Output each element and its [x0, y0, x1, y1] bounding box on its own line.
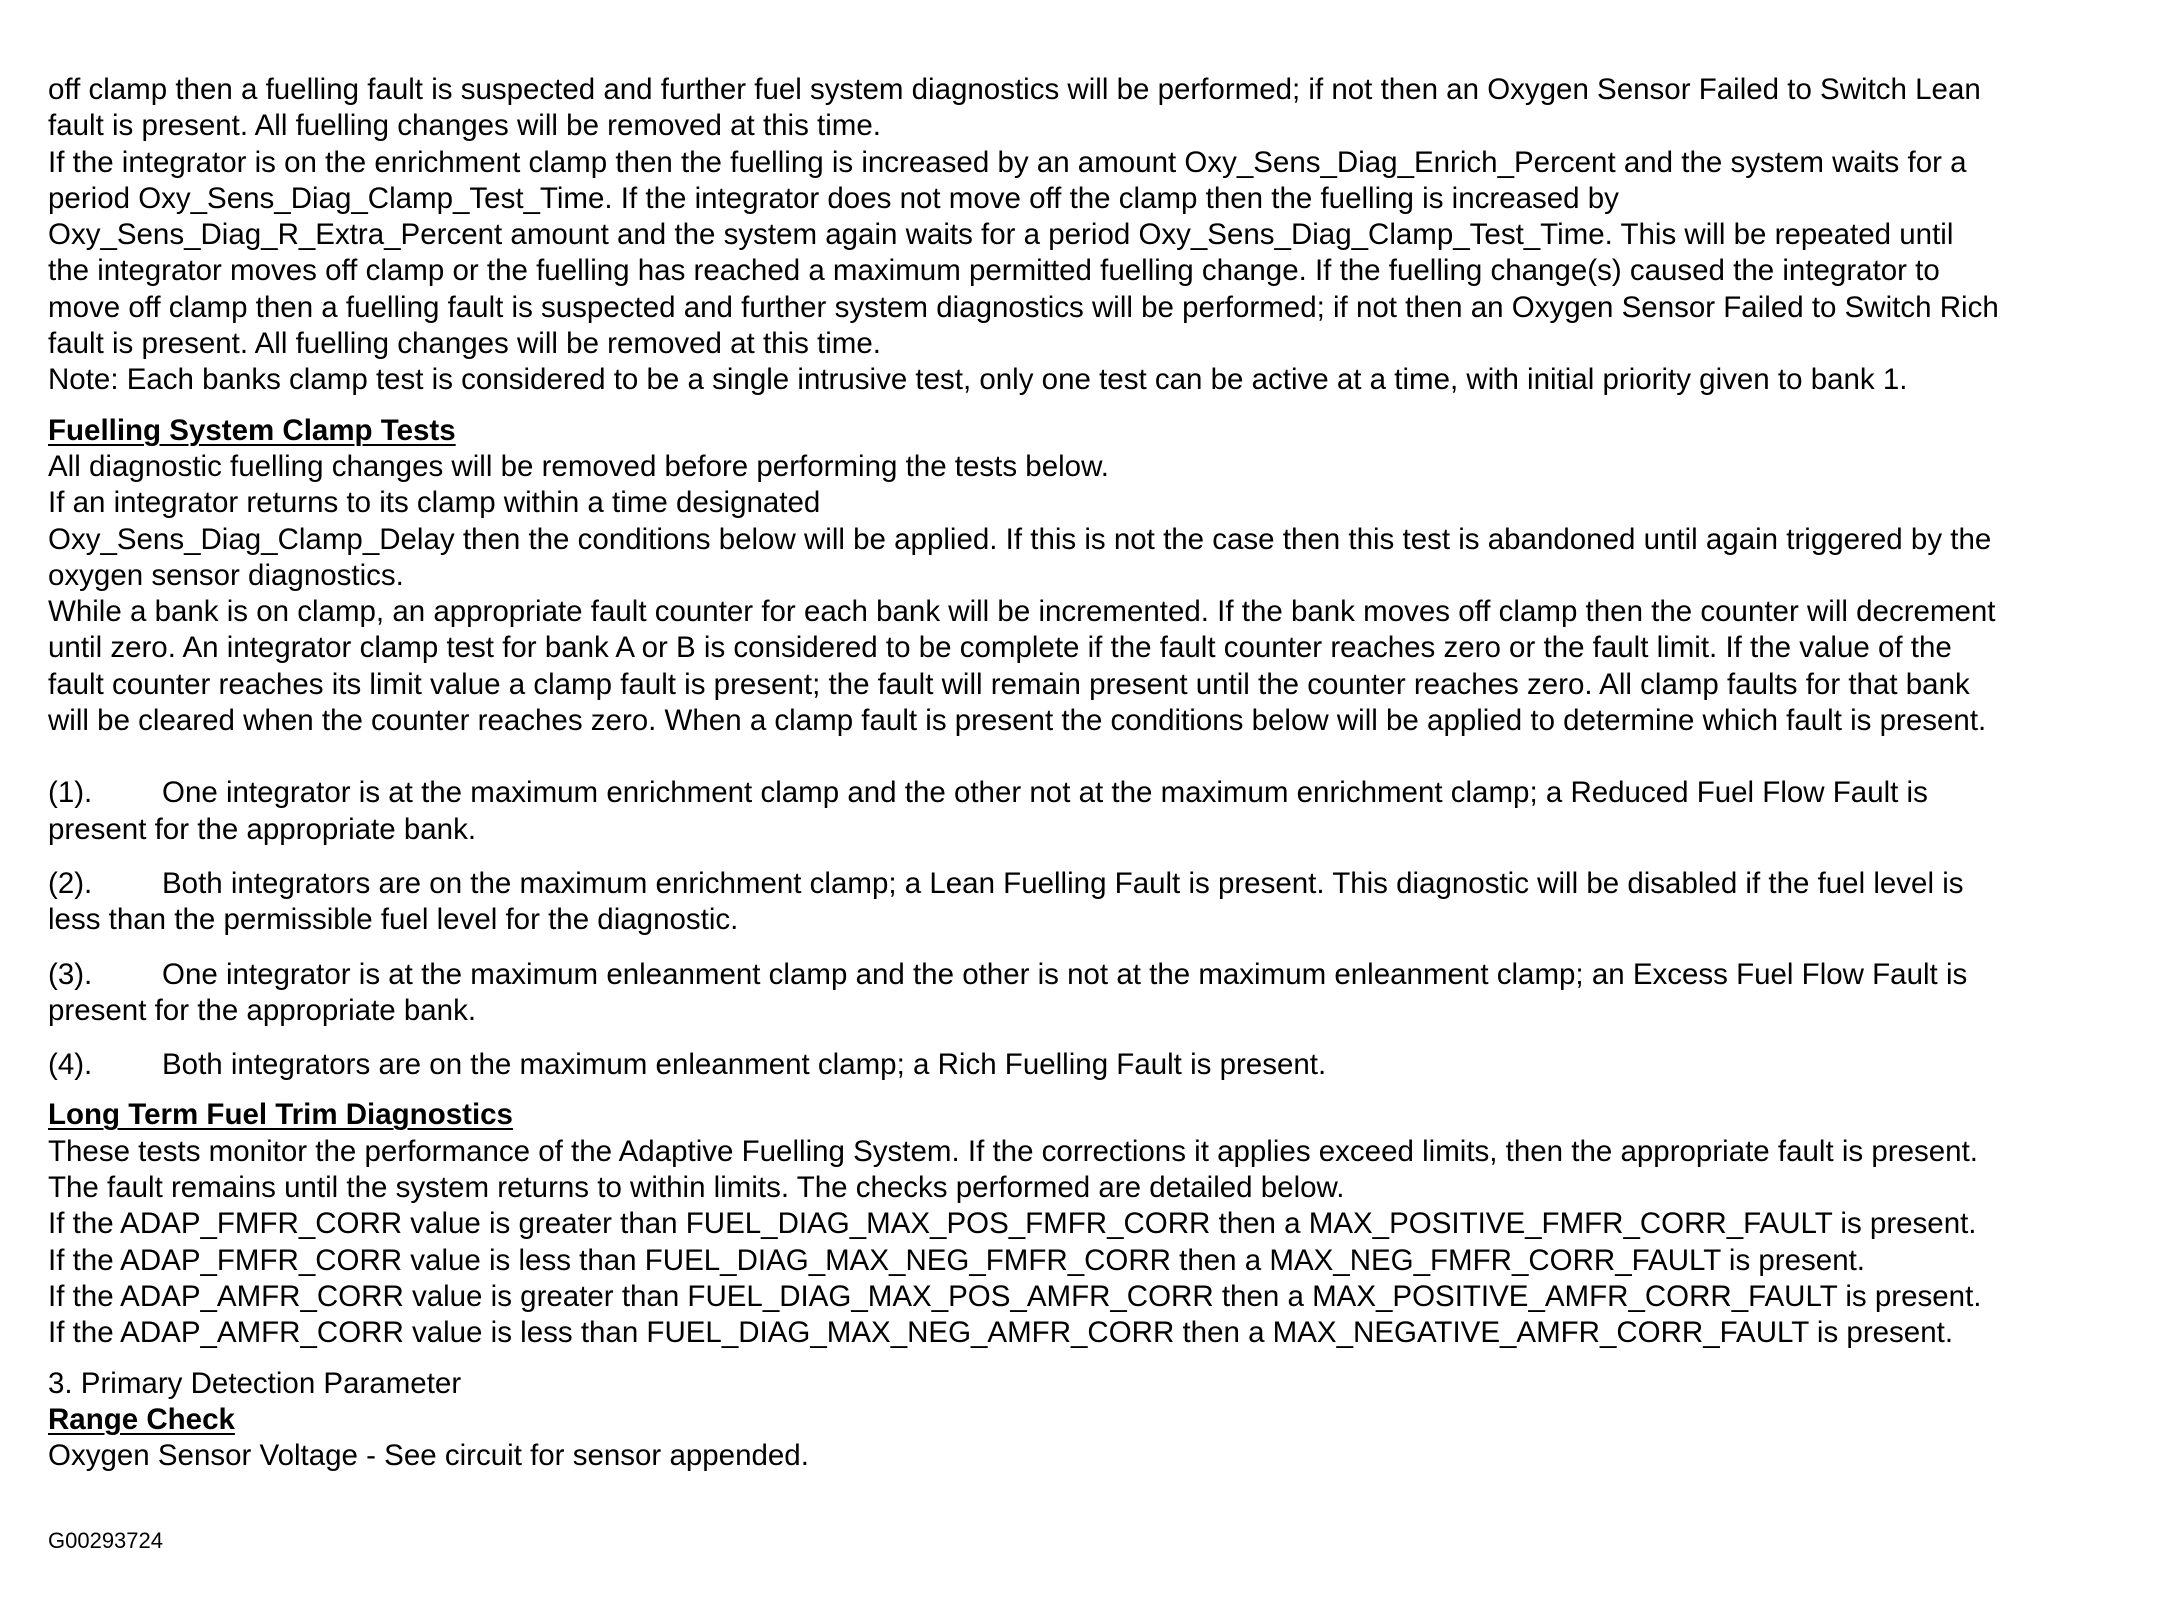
section-heading: Fuelling System Clamp Tests [48, 413, 456, 447]
text-line: The fault remains until the system returns to within limits. The checks performed are detailed below. [48, 1171, 1345, 1205]
text-line: move off clamp then a fuelling fault is suspected and further system diagnostics will be performed; if not then an Oxygen Sensor Failed to Switch Rich [48, 290, 1999, 324]
condition-item [48, 1047, 2143, 1083]
condition-item [48, 775, 2143, 848]
item-text: present for the appropriate bank. [48, 812, 477, 846]
text-line: If the ADAP_AMFR_CORR value is greater than FUEL_DIAG_MAX_POS_AMFR_CORR then a MAX_POSITIVE_AMFR_CORR_FAULT is present. [48, 1279, 1982, 1313]
text-line: If the ADAP_FMFR_CORR value is greater than FUEL_DIAG_MAX_POS_FMFR_CORR then a MAX_POSITIVE_FMFR_CORR_FAULT is present. [48, 1207, 1977, 1241]
item-text: Both integrators are on the maximum enleanment clamp; a Rich Fuelling Fault is present. [162, 1048, 1327, 1082]
note-line: Note: Each banks clamp test is considered to be a single intrusive test, only one test can be active at a time, with initial priority given to bank 1. [48, 363, 1908, 397]
primary-detection-section [48, 1366, 2143, 1475]
text-line: fault counter reaches its limit value a clamp fault is present; the fault will remain present until the counter reaches zero. All clamp faults for that bank [48, 667, 1970, 701]
item-number: (4). [48, 1048, 93, 1082]
text-line: Oxy_Sens_Diag_Clamp_Delay then the conditions below will be applied. If this is not the case then this test is abandoned until again triggered by the [48, 522, 1992, 556]
section-heading: Long Term Fuel Trim Diagnostics [48, 1098, 513, 1132]
text-line: the integrator moves off clamp or the fuelling has reached a maximum permitted fuelling change. If the fuelling change(s) caused the integrator to [48, 254, 1940, 288]
text-line: Oxy_Sens_Diag_R_Extra_Percent amount and the system again waits for a period Oxy_Sens_Diag_Clamp_Test_Time. This will be repeated until [48, 218, 1954, 252]
item-text: One integrator is at the maximum enrichment clamp and the other not at the maximum enrichment clamp; a Reduced Fuel Flow Fault is [162, 776, 1928, 810]
item-text: present for the appropriate bank. [48, 993, 477, 1027]
item-number: (2). [48, 866, 93, 900]
text-line: until zero. An integrator clamp test for bank A or B is considered to be complete if the fault counter reaches zero or the fault limit. If the value of the [48, 631, 1952, 665]
condition-item [48, 957, 2143, 1030]
figure-id: G00293724 [48, 1528, 163, 1553]
item-text: Both integrators are on the maximum enrichment clamp; a Lean Fuelling Fault is present. This diagnostic will be disabled if the fuel level is [162, 866, 1964, 900]
text-line: fault is present. All fuelling changes will be removed at this time. [48, 109, 881, 143]
text-line: If the integrator is on the enrichment clamp then the fuelling is increased by an amount Oxy_Sens_Diag_Enrich_Percent and the system waits for a [48, 145, 1967, 179]
text-line: will be cleared when the counter reaches zero. When a clamp fault is present the conditions below will be applied to determine which fault is present. [48, 704, 1987, 738]
text-line: While a bank is on clamp, an appropriate fault counter for each bank will be incremented. If the bank moves off clamp then the counter will decrement [48, 595, 1996, 629]
item-number: (1). [48, 776, 93, 810]
text-line: off clamp then a fuelling fault is suspected and further fuel system diagnostics will be performed; if not then an Oxygen Sensor Failed to Switch Lean [48, 73, 1981, 106]
text-line: If an integrator returns to its clamp within a time designated [48, 486, 821, 520]
text-line: If the ADAP_FMFR_CORR value is less than FUEL_DIAG_MAX_NEG_FMFR_CORR then a MAX_NEG_FMFR_CORR_FAULT is present. [48, 1243, 1865, 1277]
document-page [48, 72, 2143, 1474]
text-line: These tests monitor the performance of the Adaptive Fuelling System. If the corrections it applies exceed limits, then the appropriate fault is present. [48, 1134, 1978, 1168]
item-text: One integrator is at the maximum enleanment clamp and the other is not at the maximum enleanment clamp; an Excess Fuel Flow Fault is [162, 957, 1968, 991]
clamp-tests-section [48, 413, 2143, 1084]
section-heading: Range Check [48, 1402, 235, 1436]
text-line: period Oxy_Sens_Diag_Clamp_Test_Time. If the integrator does not move off the clamp then the fuelling is increased by [48, 181, 1619, 215]
condition-item [48, 866, 2143, 939]
long-term-section [48, 1097, 2143, 1351]
intro-paragraph [48, 72, 2143, 399]
text-line: Oxygen Sensor Voltage - See circuit for sensor appended. [48, 1439, 809, 1473]
text-line: fault is present. All fuelling changes will be removed at this time. [48, 327, 881, 361]
text-line: All diagnostic fuelling changes will be removed before performing the tests below. [48, 449, 1109, 483]
section-title: 3. Primary Detection Parameter [48, 1366, 462, 1400]
item-text: less than the permissible fuel level for the diagnostic. [48, 903, 739, 937]
text-line: If the ADAP_AMFR_CORR value is less than FUEL_DIAG_MAX_NEG_AMFR_CORR then a MAX_NEGATIVE_AMFR_CORR_FAULT is present. [48, 1316, 1954, 1350]
item-number: (3). [48, 957, 93, 991]
text-line: oxygen sensor diagnostics. [48, 558, 404, 592]
